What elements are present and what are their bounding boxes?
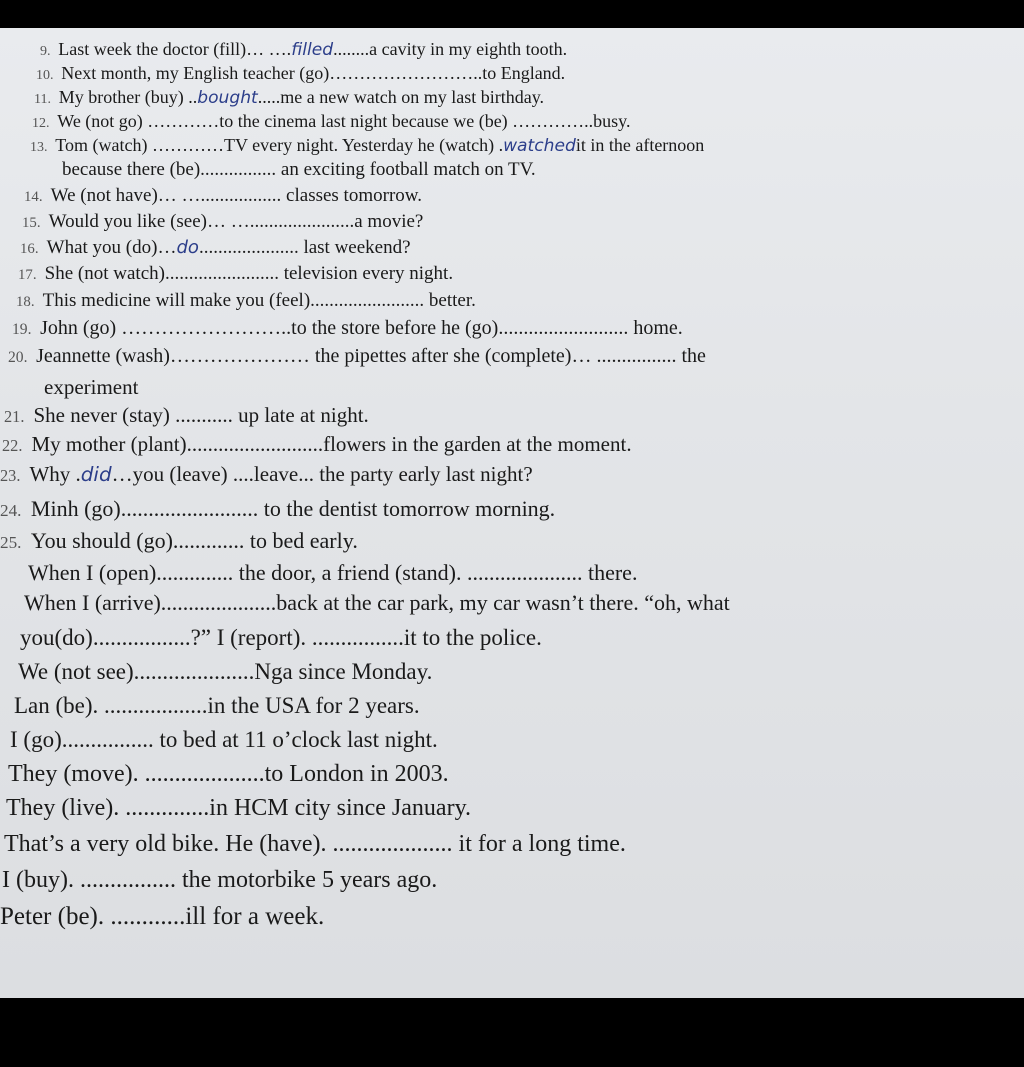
item-text: experiment	[44, 375, 139, 399]
item-text: She never (stay) ........... up late at night.	[33, 403, 369, 427]
handwritten-answer: bought	[197, 88, 258, 108]
worksheet-page	[0, 28, 1024, 998]
exercise-item-22	[2, 434, 632, 455]
item-text: They (move). ....................to London in 2003.	[8, 761, 449, 787]
item-number: 21.	[4, 407, 25, 426]
item-number: 13.	[30, 139, 48, 155]
item-text-tail: ..................... last weekend?	[198, 237, 411, 258]
item-text-tail: …you (leave) ....leave... the party early last night?	[111, 462, 533, 486]
item-text: Peter (be). ............ill for a week.	[0, 903, 325, 930]
item-text: You should (go)............. to bed early.	[30, 528, 358, 553]
item-text: I (go)................ to bed at 11 o’clock last night.	[10, 727, 438, 752]
exercise-item-21	[4, 405, 369, 426]
item-number: 22.	[2, 436, 23, 455]
item-text: Minh (go)......................... to the dentist tomorrow morning.	[30, 496, 556, 521]
item-text: Would you like (see)… …......................a movie?	[48, 211, 424, 232]
handwritten-answer: do	[176, 237, 199, 258]
item-text: What you (do)…	[46, 237, 177, 258]
item-text: We (not see).....................Nga since Monday.	[18, 659, 433, 684]
item-number: 15.	[22, 215, 41, 231]
item-number: 25.	[0, 533, 22, 552]
exercise-item-25	[0, 530, 358, 552]
item-text: you(do).................?” I (report). ................it to the police.	[20, 625, 542, 650]
exercise-item-20-continued	[44, 377, 138, 398]
exercise-item-27-continued	[20, 626, 542, 649]
exercise-item-17	[18, 264, 453, 283]
item-text: Last week the doctor (fill)… ….	[58, 39, 292, 59]
item-text: My brother (buy) ..	[58, 87, 198, 107]
exercise-item-20	[8, 346, 706, 366]
handwritten-answer: did	[80, 462, 112, 486]
item-number: 16.	[20, 241, 39, 257]
handwritten-answer: filled	[291, 40, 334, 60]
exercise-item-12	[32, 112, 631, 130]
item-text: When I (open).............. the door, a friend (stand). ..................... there.	[28, 560, 638, 585]
exercise-item-16	[20, 238, 411, 257]
exercise-item-31	[8, 762, 449, 786]
exercise-item-27	[24, 592, 730, 614]
item-number: 10.	[36, 67, 54, 83]
item-text: Lan (be). ..................in the USA for 2 years.	[14, 693, 420, 718]
item-number: 11.	[34, 91, 52, 107]
exercise-item-18	[16, 291, 476, 310]
exercise-item-9	[40, 40, 567, 59]
exercise-item-24	[0, 498, 555, 520]
item-text: because there (be)................ an exciting football match on TV.	[62, 159, 536, 180]
exercise-item-19	[12, 318, 683, 338]
item-text: Next month, my English teacher (go)……………………..to England.	[61, 63, 566, 83]
item-number: 12.	[32, 115, 50, 131]
exercise-item-26	[28, 562, 637, 584]
item-text: We (not have)… …................. classes tomorrow.	[50, 185, 423, 206]
exercise-item-34	[2, 868, 437, 892]
exercise-item-33	[4, 832, 626, 856]
item-text-tail: .....me a new watch on my last birthday.	[257, 87, 545, 107]
exercise-item-15	[22, 212, 423, 231]
exercise-item-11	[34, 88, 544, 107]
exercise-item-13-continued	[62, 160, 536, 179]
exercise-item-30	[10, 728, 438, 751]
item-text: When I (arrive).....................back at the car park, my car wasn’t there. “oh, what	[24, 590, 730, 615]
item-text: We (not go) …………to the cinema last night because we (be) …………..busy.	[57, 111, 631, 131]
item-number: 17.	[18, 267, 37, 283]
item-text: I (buy). ................ the motorbike 5 years ago.	[2, 867, 438, 893]
item-text: That’s a very old bike. He (have). .................... it for a long time.	[4, 831, 626, 857]
item-number: 9.	[40, 43, 51, 59]
handwritten-answer: watched	[503, 136, 576, 156]
exercise-item-23	[0, 464, 533, 485]
item-number: 23.	[0, 466, 21, 485]
item-number: 19.	[12, 321, 32, 338]
item-number: 24.	[0, 501, 22, 520]
item-text-tail: ........a cavity in my eighth tooth.	[333, 39, 568, 59]
item-text-tail: it in the afternoon	[575, 135, 705, 155]
exercise-item-13	[30, 136, 704, 155]
item-text: Tom (watch) …………TV every night. Yesterday he (watch) .	[55, 135, 504, 155]
item-number: 14.	[24, 189, 43, 205]
item-text: This medicine will make you (feel)........................ better.	[42, 290, 476, 311]
exercise-item-28	[18, 660, 432, 683]
exercise-item-10	[36, 64, 565, 82]
item-number: 18.	[16, 294, 35, 310]
item-text: My mother (plant)..........................flowers in the garden at the moment.	[31, 432, 632, 456]
item-text: She (not watch)........................ television every night.	[44, 263, 454, 284]
exercise-item-32	[6, 796, 471, 820]
item-text: John (go) ……………………..to the store before he (go).......................... home.	[40, 317, 683, 339]
item-number: 20.	[8, 349, 28, 366]
item-text: They (live). ..............in HCM city since January.	[6, 795, 472, 821]
item-text: Why .	[29, 462, 81, 486]
exercise-item-29	[14, 694, 420, 717]
exercise-item-35	[0, 904, 324, 929]
exercise-item-14	[24, 186, 422, 205]
item-text: Jeannette (wash)………………… the pipettes after she (complete)… ................ the	[36, 345, 706, 367]
